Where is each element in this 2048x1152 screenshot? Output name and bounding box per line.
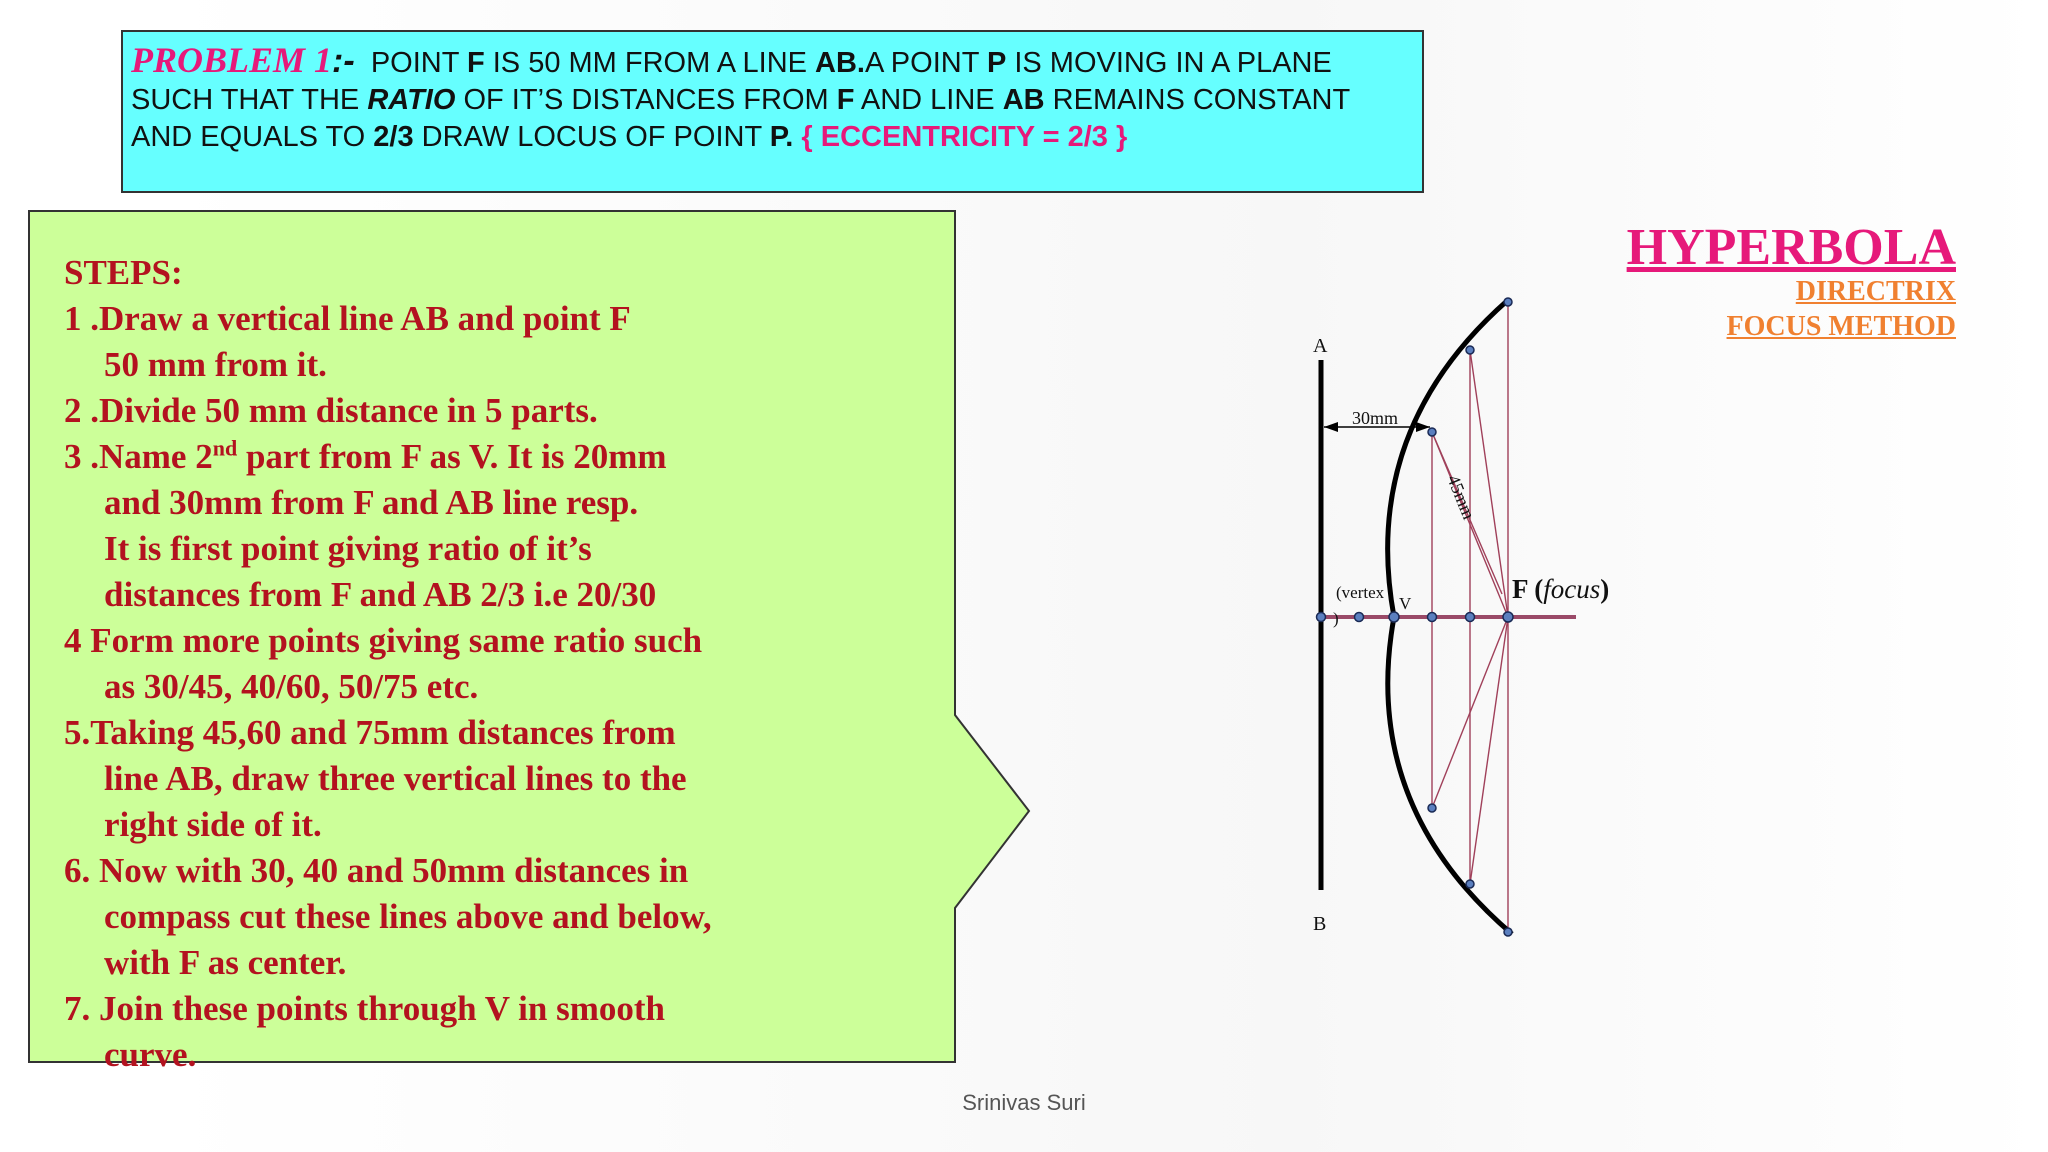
curve-point bbox=[1428, 428, 1436, 436]
label-V: V bbox=[1399, 594, 1412, 613]
label-B: B bbox=[1313, 913, 1327, 935]
label-A: A bbox=[1313, 335, 1328, 357]
problem-text: DRAW LOCUS OF POINT bbox=[413, 121, 770, 153]
step-item: and 30mm from F and AB line resp. bbox=[104, 483, 639, 522]
curve-point bbox=[1428, 804, 1436, 812]
vertex-label: (vertex bbox=[1336, 583, 1385, 602]
step-item: right side of it. bbox=[104, 805, 322, 844]
focus-label-close: ) bbox=[1600, 574, 1610, 604]
page-title: HYPERBOLA bbox=[1626, 219, 1956, 276]
subtitle-directrix: DIRECTRIX bbox=[1795, 276, 1956, 307]
axis-point bbox=[1355, 613, 1364, 622]
problem-text: AND EQUALS TO bbox=[131, 121, 374, 153]
step-item: distances from F and AB 2/3 i.e 20/30 bbox=[104, 575, 657, 614]
problem-text: POINT bbox=[370, 47, 467, 79]
problem-text: SUCH THAT THE bbox=[131, 84, 368, 116]
vertex-label-close: ) bbox=[1333, 609, 1339, 628]
step-text: 3 .Name 2 bbox=[64, 437, 213, 476]
problem-text: AND LINE bbox=[854, 84, 1003, 116]
radius-line bbox=[1470, 617, 1508, 884]
subtitle-focus-method: FOCUS METHOD bbox=[1726, 311, 1956, 342]
step-item: 50 mm from it. bbox=[104, 345, 327, 384]
step-item: It is first point giving ratio of it’s bbox=[104, 529, 592, 568]
step-superscript: nd bbox=[212, 435, 238, 461]
step-item: 6. Now with 30, 40 and 50mm distances in bbox=[64, 851, 689, 890]
focus-label bbox=[1512, 574, 1609, 604]
axis-point bbox=[1317, 613, 1326, 622]
steps-heading: STEPS: bbox=[64, 253, 183, 292]
problem-text-ratio: RATIO bbox=[367, 84, 456, 116]
step-item: 2 .Divide 50 mm distance in 5 parts. bbox=[64, 391, 598, 430]
step-item: 5.Taking 45,60 and 75mm distances from bbox=[64, 713, 676, 752]
problem-text-bold: F bbox=[466, 47, 485, 79]
problem-text: OF IT’S DISTANCES FROM bbox=[455, 84, 837, 116]
problem-text-bold: 2/3 bbox=[373, 121, 414, 153]
problem-text-bold: P bbox=[986, 47, 1007, 79]
step-item: with F as center. bbox=[104, 943, 347, 982]
problem-text: IS 50 MM FROM A LINE bbox=[484, 47, 816, 79]
step-item: 7. Join these points through V in smooth bbox=[64, 989, 665, 1028]
curve-point bbox=[1466, 346, 1474, 354]
axis-point bbox=[1428, 613, 1437, 622]
dimension-45mm-label: 45mm bbox=[1443, 472, 1480, 523]
step-item: compass cut these lines above and below, bbox=[104, 897, 712, 936]
dimension-30mm-label: 30mm bbox=[1352, 408, 1399, 428]
axis-point bbox=[1466, 613, 1475, 622]
step-item: 1 .Draw a vertical line AB and point F bbox=[64, 299, 631, 338]
focus-label-word: focus bbox=[1543, 574, 1601, 604]
curve-point bbox=[1504, 928, 1512, 936]
problem-text-bold: AB bbox=[1002, 84, 1045, 116]
curve-point bbox=[1466, 880, 1474, 888]
curve-point bbox=[1504, 298, 1512, 306]
step-item: line AB, draw three vertical lines to the bbox=[104, 759, 687, 798]
problem-text: A POINT bbox=[865, 47, 987, 79]
problem-separator: :- bbox=[332, 42, 355, 80]
problem-text-bold: F bbox=[836, 84, 855, 116]
step-item: 4 Form more points giving same ratio such bbox=[64, 621, 703, 660]
focus-point bbox=[1503, 612, 1513, 622]
eccentricity-note: { ECCENTRICITY = 2/3 } bbox=[793, 121, 1128, 153]
problem-text: REMAINS CONSTANT bbox=[1044, 84, 1351, 116]
vertex-point bbox=[1389, 612, 1399, 622]
radius-line bbox=[1470, 350, 1508, 617]
step-item: as 30/45, 40/60, 50/75 etc. bbox=[104, 667, 479, 706]
problem-text: IS MOVING IN A PLANE bbox=[1006, 47, 1332, 79]
problem-text-bold: P. bbox=[769, 121, 794, 153]
problem-title: PROBLEM 1 bbox=[131, 40, 333, 80]
step-item: curve. bbox=[104, 1035, 197, 1074]
focus-label-F: F ( bbox=[1512, 574, 1544, 604]
footer-author: Srinivas Suri bbox=[962, 1090, 1086, 1115]
step-text: part from F as V. It is 20mm bbox=[237, 437, 667, 476]
problem-text-bold: AB. bbox=[815, 47, 865, 79]
